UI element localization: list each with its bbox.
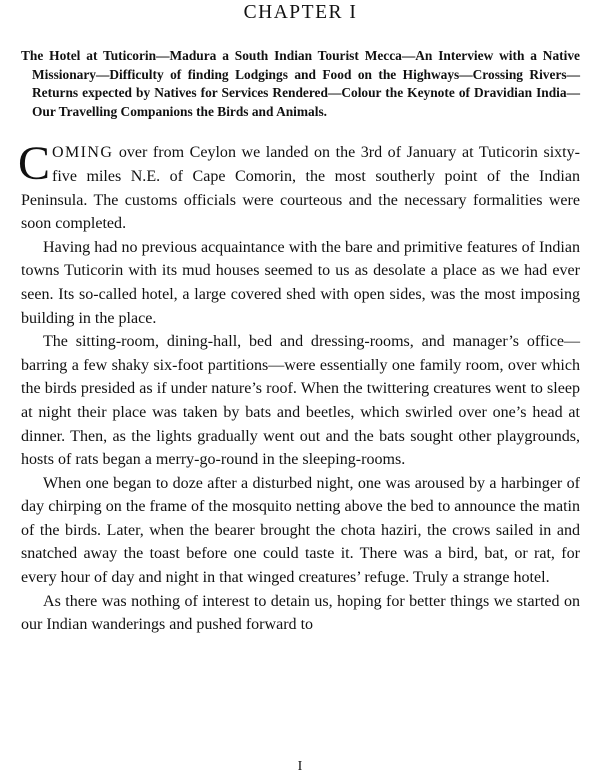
paragraph-5: As there was nothing of interest to detain us, hoping for better things we started on our Indian wanderings and pushed forward to <box>21 592 580 634</box>
paragraph-3: The sitting-room, dining-hall, bed and dressing-rooms, and manager’s office—barring a few shaky six-foot partitions—were essentially one family room, over which the birds presided as if under nature’s roof. When the twittering creatures went to sleep at night their place was taken by bats and beetles, which swirled over one’s head at dinner. Then, as the lights gradually went out and the bats sought other playgrounds, hosts of rats began a merry-go-round in the sleeping-rooms. <box>21 333 580 469</box>
chapter-body <box>18 137 580 636</box>
paragraph-1 <box>18 137 580 235</box>
chapter-heading: CHAPTER I <box>243 2 358 23</box>
drop-cap: C <box>18 137 51 191</box>
opening-word: OMING <box>52 144 114 162</box>
paragraph-4: When one began to doze after a disturbed night, one was aroused by a harbinger of day chirping on the frame of the mosquito netting above the bed to announce the matin of the birds. Later, when the bearer brought the chota haziri, the crows sailed in and snatched away the toast before one could taste it. There was a bird, bat, or rat, for every hour of day and night in that winged creatures’ refuge. Truly a strange hotel. <box>21 474 580 587</box>
paragraph-2: Having had no previous acquaintance with the bare and primitive features of Indian towns Tuticorin with its mud houses seemed to us as desolate a place as we had ever seen. Its so-called hotel, a large covered shed with open sides, was the most imposing building in the place. <box>21 238 580 327</box>
chapter-synopsis: The Hotel at Tuticorin—Madura a South Indian Tourist Mecca—An Interview with a Native Missionary—Difficulty of finding Lodgings and Food on the Highways—Crossing Rivers—Returns expected by Natives for Services Rendered—Colour the Keynote of Dravidian India—Our Travelling Companions the Birds and Animals. <box>21 48 580 119</box>
paragraph-1-text: over from Ceylon we landed on the 3rd of January at Tuticorin sixty-five miles N.E. of Cape Comorin, the most southerly point of the Indian Peninsula. The customs officials were courteous and the necessary formalities were soon completed. <box>21 144 580 233</box>
page-number: I <box>297 759 303 774</box>
